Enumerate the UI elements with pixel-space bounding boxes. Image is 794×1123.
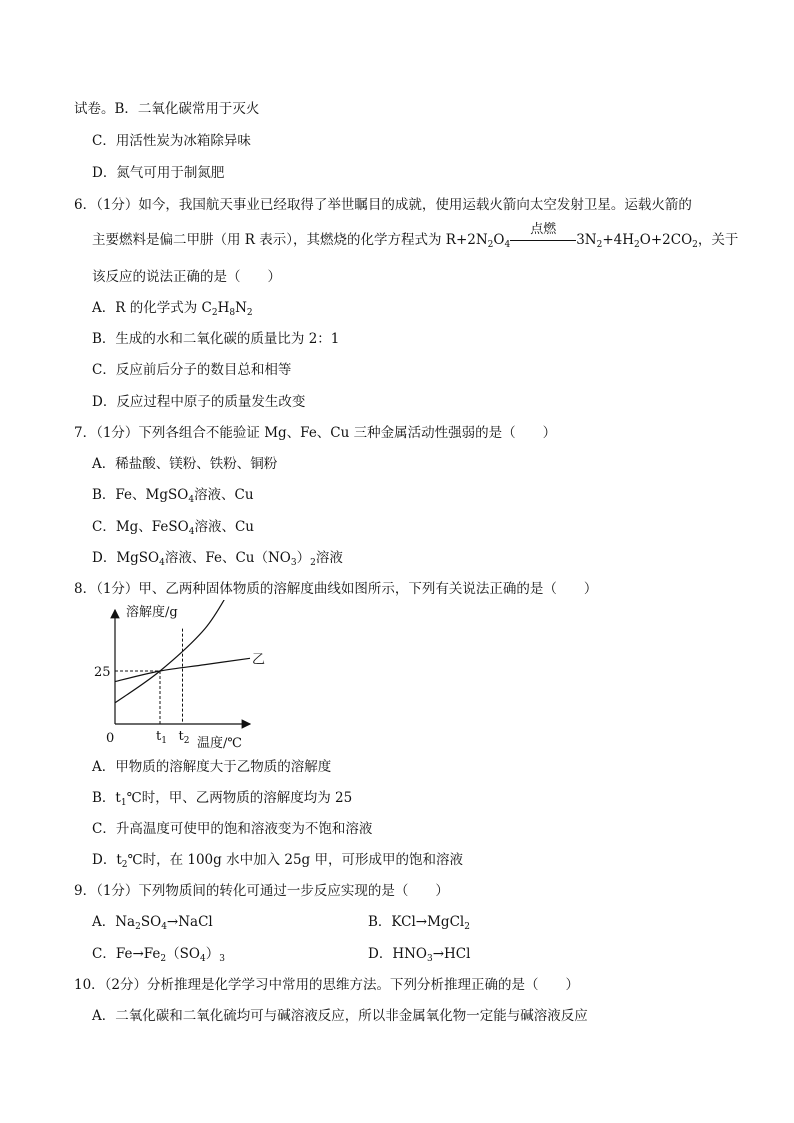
q7-stem: 7．（1分）下列各组合不能验证 Mg、Fe、Cu 三种金属活动性强弱的是（ ） — [74, 425, 557, 441]
q6-stem-line-2: 主要燃料是偏二甲肼（用 R 表示），其燃烧的化学方程式为 $R+2N_2O_4$ 点燃 $3N_2+4H_2O+2CO_2$，关于 — [92, 221, 739, 250]
q6-option-b: B．生成的水和二氧化碳的质量比为 2：1 — [92, 331, 340, 347]
q8-stem: 8．（1分）甲、乙两种固体物质的溶解度曲线如图所示，下列有关说法正确的是（ ） — [74, 581, 598, 597]
q9-option-b: B．KCl→MgCl$_2$ — [368, 914, 470, 932]
origin-label: 0 — [106, 731, 115, 746]
q9-option-a: A．$Na_2SO_4\to NaCl$ — [92, 914, 213, 932]
q5-option-b: 试卷。B．二氧化碳常用于灭火 — [74, 101, 260, 117]
q6-stem-line-3: 该反应的说法正确的是（ ） — [92, 269, 281, 285]
y-tick-label: 25 — [94, 665, 111, 680]
solubility-chart — [90, 600, 290, 752]
reaction-arrow — [510, 221, 576, 250]
q8-option-a: A．甲物质的溶解度大于乙物质的溶解度 — [92, 759, 332, 775]
series-label-yi: 乙 — [252, 652, 266, 668]
q10-stem: 10．（2分）分析推理是化学学习中常用的思维方法。下列分析推理正确的是（ ） — [74, 977, 580, 993]
q5-option-d: D．氮气可用于制氮肥 — [92, 165, 225, 181]
q8-option-c: C．升高温度可使甲的饱和溶液变为不饱和溶液 — [92, 821, 373, 837]
q10-option-a: A．二氧化碳和二氧化硫均可与碱溶液反应，所以非金属氧化物一定能与碱溶液反应 — [92, 1008, 588, 1024]
q6-option-a: A．R 的化学式为 $C_2H_8N_2$ — [92, 300, 253, 318]
q7-option-c: C．Mg、FeSO$_4$溶液、Cu — [92, 519, 254, 537]
q5-option-c: C．用活性炭为冰箱除异味 — [92, 133, 251, 149]
reaction-condition: 点燃 — [530, 221, 557, 237]
q9-option-c: C．$Fe\to Fe_2(SO_4)_3$ — [92, 946, 225, 964]
q6-option-c: C．反应前后分子的数目总和相等 — [92, 362, 292, 378]
x-axis-label: 温度/℃ — [197, 736, 242, 751]
q6-option-d: D．反应过程中原子的质量发生改变 — [92, 394, 306, 410]
q7-option-d: D．MgSO$_4$溶液、Fe、$Cu(NO_3)_2$溶液 — [92, 550, 343, 568]
q7-option-b: B．Fe、MgSO$_4$溶液、Cu — [92, 487, 254, 505]
q9-option-d: D．$HNO_3\to HCl$ — [368, 946, 471, 964]
q6-stem-line-1: 6．（1分）如今，我国航天事业已经取得了举世瞩目的成就，使用运载火箭向太空发射卫星。运载火箭的 — [74, 197, 692, 213]
q8-option-b: B．$t_1℃$时，甲、乙两物质的溶解度均为 25 — [92, 790, 353, 808]
x-tick-label: $t_1$ — [156, 729, 167, 746]
y-axis-label: 溶解度/g — [126, 605, 178, 620]
x-tick-label: $t_2$ — [178, 729, 190, 746]
q7-option-a: A．稀盐酸、镁粉、铁粉、铜粉 — [92, 456, 278, 472]
q8-option-d: D．$t_2℃$时，在 100g 水中加入 25g 甲，可形成甲的饱和溶液 — [92, 852, 463, 870]
q9-stem: 9．（1分）下列物质间的转化可通过一步反应实现的是（ ） — [74, 883, 449, 899]
